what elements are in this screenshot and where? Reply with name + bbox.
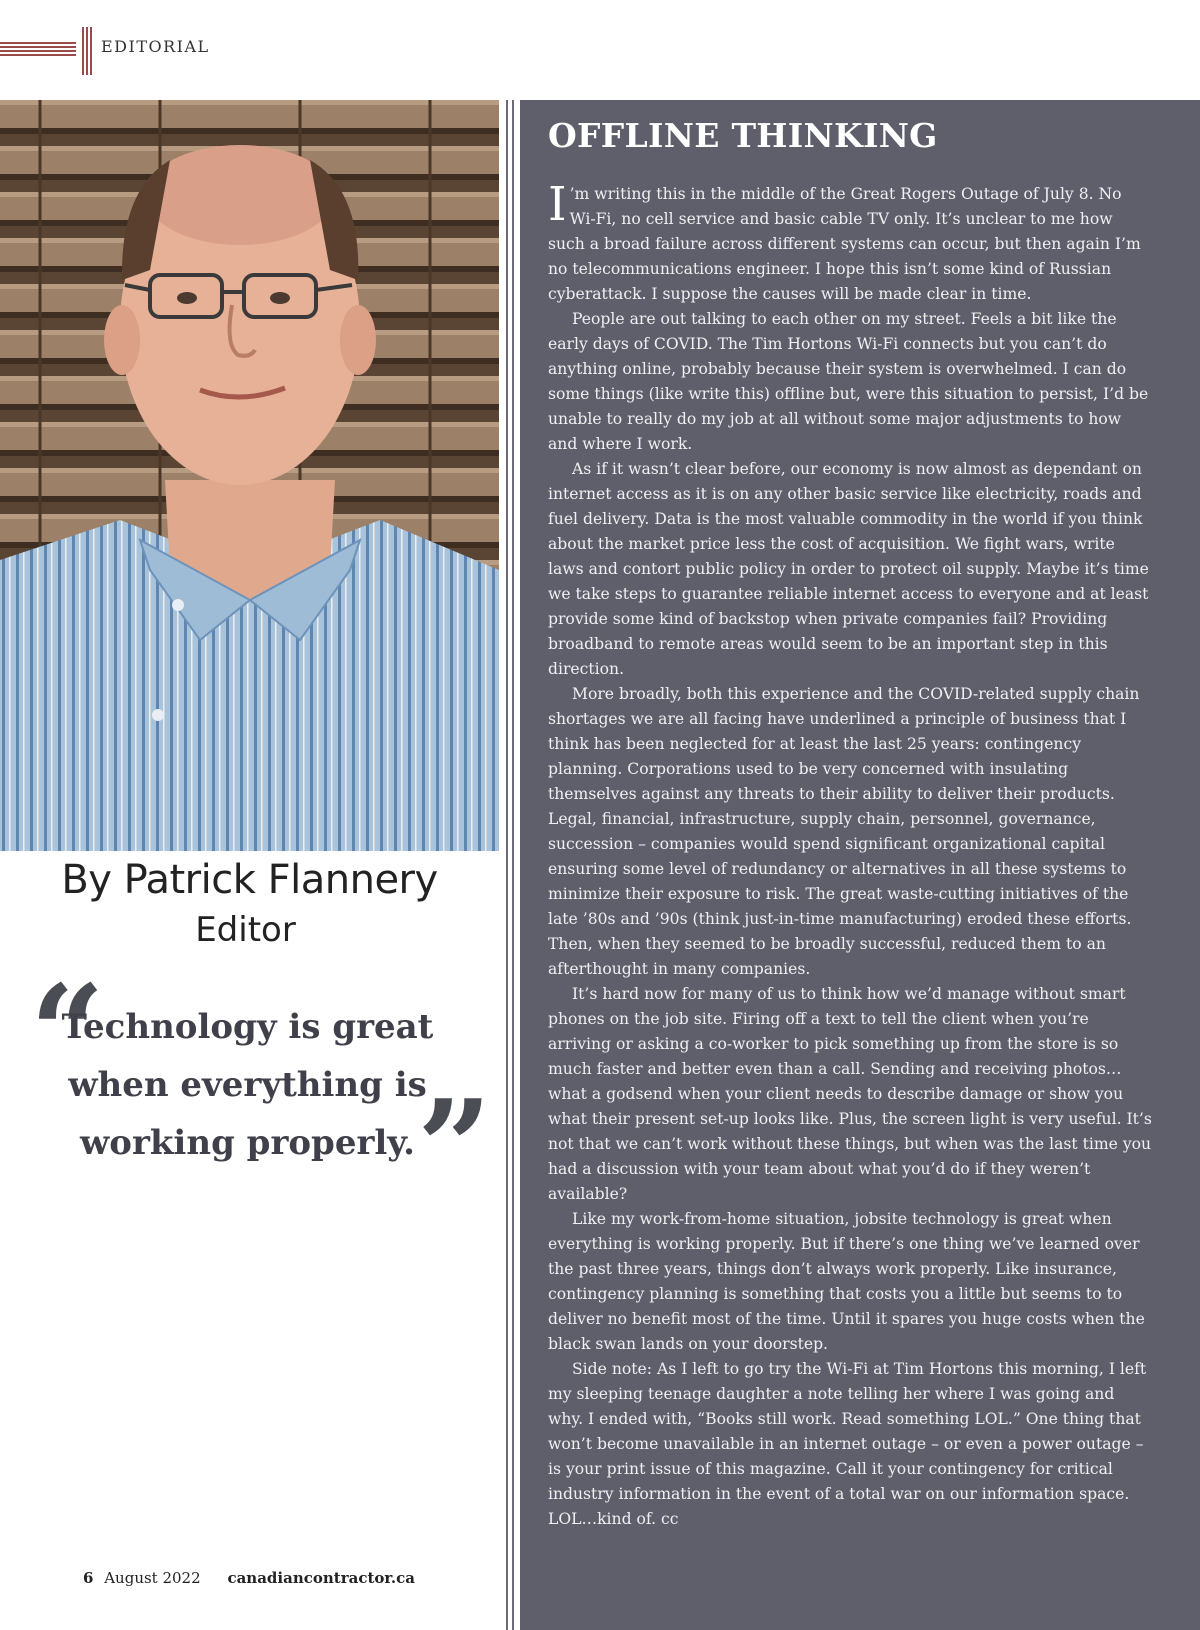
column-rule: [506, 100, 508, 1630]
article-paragraph: Side note: As I left to go try the Wi-Fi at Tim Hortons this morning, I left my sleeping teenage daughter a note telling her where I was going and why. I ended with, “Books still work. Read something LOL.” One thing that won’t become unavailable in an internet outage – or even a power outage – is your print issue of this magazine. Call it your contingency for critical industry information in the event of a total war on our information space. LOL…kind of. cc: [548, 1360, 1147, 1528]
author-role: Editor: [195, 910, 296, 950]
pull-quote-line: working properly.: [80, 1123, 415, 1163]
article-paragraph: As if it wasn’t clear before, our economy is now almost as dependant on internet access as it is on any other basic service like electricity, roads and fuel delivery. Data is the most valuable commodity in the world if you think about the market price less the cost of acquisition. We fight wars, write laws and contort public policy in order to protect oil supply. Maybe it’s time we take steps to guarantee reliable internet access to everyone and at least provide some kind of backstop when private companies fail? Providing broadband to remote areas would seem to be an important step in this direction.: [548, 460, 1149, 678]
issue-date: August 2022: [104, 1569, 201, 1587]
article-body: [548, 177, 1152, 1532]
article-headline: OFFLINE THINKING: [548, 116, 938, 155]
paragraph-text: ’m writing this in the middle of the Great Rogers Outage of July 8. No Wi-Fi, no cell service and basic cable TV only. It’s unclear to me how such a broad failure across different systems can occur, but then again I’m no telecommunications engineer. I hope this isn’t some kind of Russian cyberattack. I suppose the causes will be made clear in time.: [548, 185, 1141, 303]
column-rule: [512, 100, 514, 1630]
page-footer: [83, 1569, 415, 1587]
header-decorative-lines: [0, 42, 76, 57]
header-decorative-bars: [82, 27, 92, 75]
author-photo: [0, 100, 499, 851]
author-name: By Patrick Flannery: [61, 857, 438, 903]
pull-quote-line: when everything is: [68, 1065, 427, 1105]
article-paragraph: People are out talking to each other on my street. Feels a bit like the early days of COVID. The Tim Hortons Wi-Fi connects but you can’t do anything online, probably because their system is overwhelmed. I can do some things (like write this) offline but, were this situation to persist, I’d be unable to really do my job at all without some major adjustments to how and where I work.: [548, 310, 1149, 453]
article-paragraph: It’s hard now for many of us to think how we’d manage without smart phones on the job site. Firing off a text to tell the client when you’re arriving or asking a co-worker to pick something up from the store is so much faster and better even than a call. Sending and receiving photos…what a godsend when your client needs to describe damage or show you what their present set-up looks like. Plus, the screen light is very useful. It’s not that we can’t work without these things, but when was the last time you had a discussion with your team about what you’d do if they weren’t available?: [548, 985, 1152, 1203]
open-quote-icon: “: [30, 956, 105, 1109]
page-number: 6: [83, 1569, 94, 1587]
pull-quote-line: Technology is great: [61, 1007, 434, 1047]
drop-cap: I: [548, 177, 567, 232]
article-paragraph: Like my work-from-home situation, jobsite technology is great when everything is working properly. But if there’s one thing we’ve learned over the past three years, things don’t always work properly. Like insurance, contingency planning is something that costs you a little but seems to to deliver no benefit most of the time. Until it spares you huge costs when the black swan lands on your doorstep.: [548, 1210, 1145, 1353]
article-paragraph: More broadly, both this experience and the COVID-related supply chain shortages we are all facing have underlined a principle of business that I think has been neglected for at least the last 25 years: contingency planning. Corporations used to be very concerned with insulating themselves against any threats to their ability to deliver their products. Legal, financial, infrastructure, supply chain, personnel, governance, succession – companies would spend significant organizational capital ensuring some level of redundancy or alternatives in all these systems to minimize their exposure to risk. The great waste-cutting initiatives of the late ’80s and ’90s (think just-in-time manufacturing) eroded these efforts. Then, when they seemed to be broadly successful, reduced them to an afterthought in many companies.: [548, 685, 1140, 978]
article-panel: [520, 100, 1200, 1630]
article-paragraph: [548, 177, 1152, 307]
section-label: EDITORIAL: [101, 37, 210, 56]
close-quote-icon: ”: [417, 1071, 492, 1224]
pull-quote: [60, 998, 435, 1172]
website-link[interactable]: canadiancontractor.ca: [227, 1569, 415, 1587]
